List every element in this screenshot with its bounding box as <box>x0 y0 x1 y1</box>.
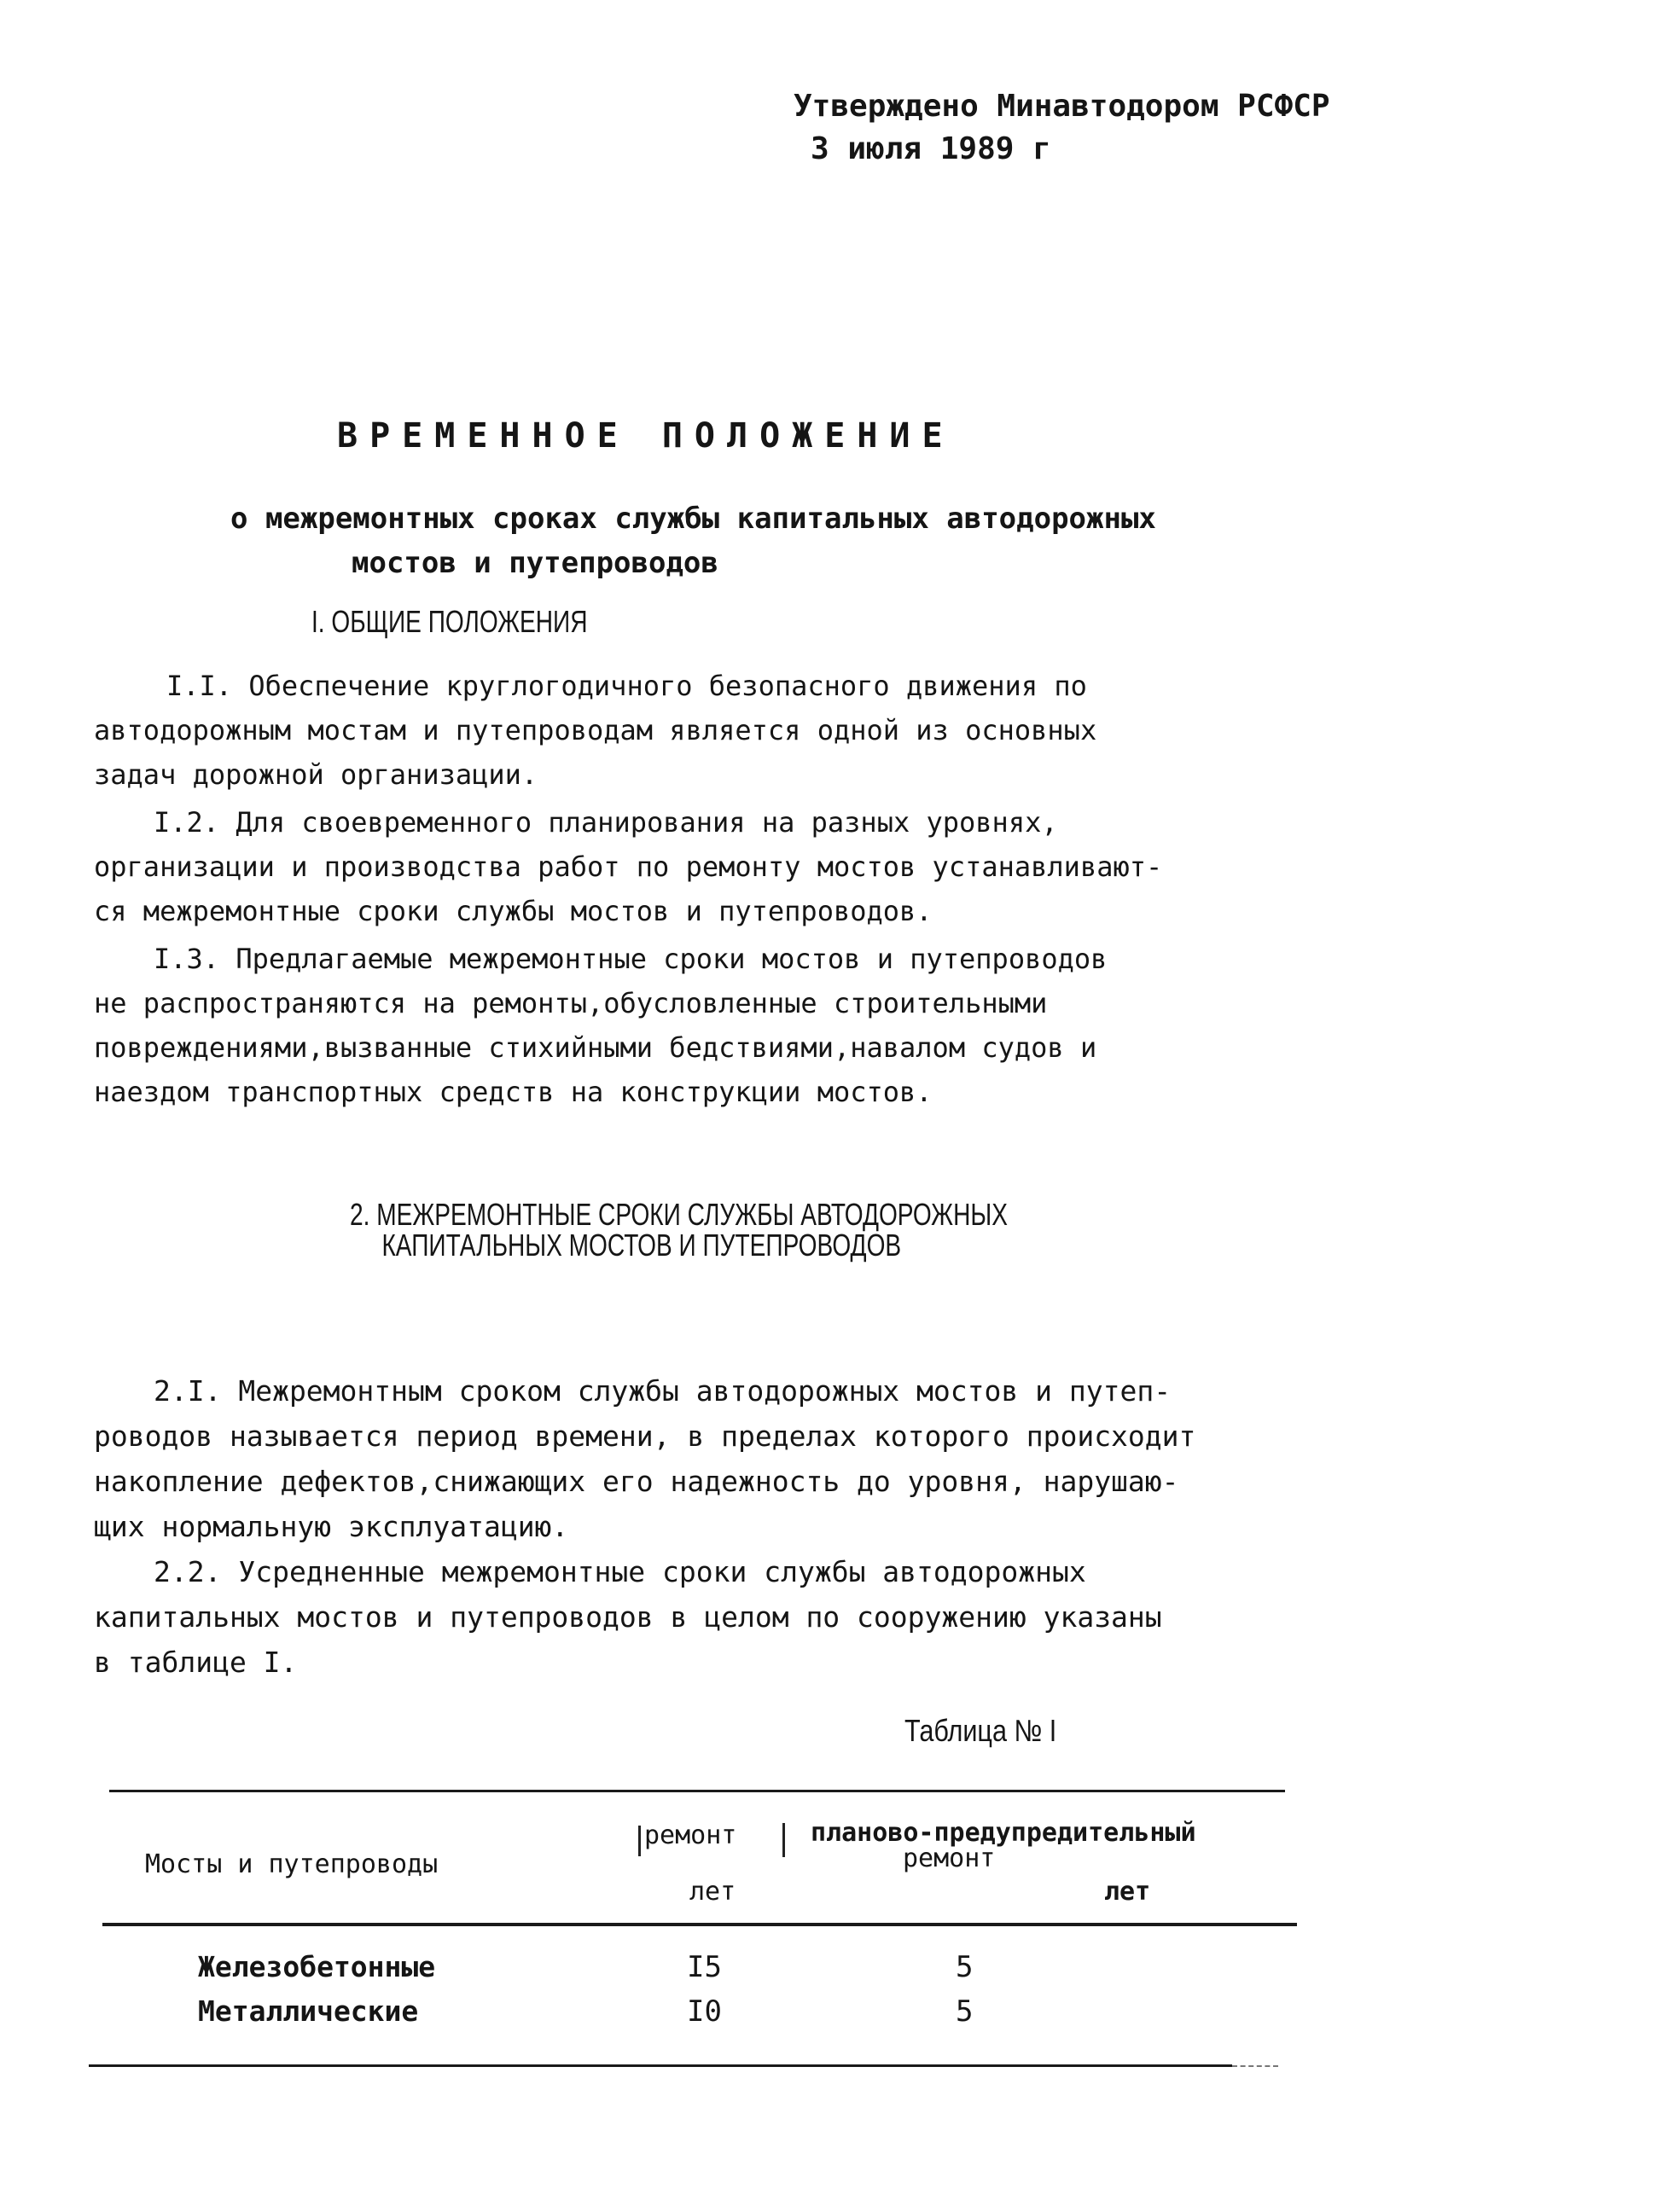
table-cell-repair: I5 <box>687 1950 722 1984</box>
table-header-repair-unit: лет <box>689 1877 736 1907</box>
paragraph-line: I.2. Для своевременного планирования на разных уровнях, <box>154 806 1058 839</box>
section-2-heading-line-2: КАПИТАЛЬНЫХ МОСТОВ И ПУТЕПРОВОДОВ <box>381 1228 902 1263</box>
paragraph-1-3 <box>94 937 1288 1114</box>
section-2-heading-line-1: 2. МЕЖРЕМОНТНЫЕ СРОКИ СЛУЖБЫ АВТОДОРОЖНЫХ <box>350 1197 1008 1232</box>
paragraph-line: I.I. Обеспечение круглогодичного безопасного движения по <box>166 670 1087 702</box>
paragraph-line: наездом транспортных средств на конструкции мостов. <box>94 1076 933 1108</box>
table-top-rule <box>109 1790 1285 1792</box>
subtitle-line-2: мостов и путепроводов <box>352 546 718 580</box>
table-cell-ppr: 5 <box>956 1994 974 2029</box>
paragraph-line: организации и производства работ по ремонту мостов устанавливают- <box>94 851 1163 883</box>
paragraph-line: капитальных мостов и путепроводов в целом по сооружению указаны <box>94 1600 1162 1634</box>
paragraph-line: не распространяются на ремонты,обусловленные строительными <box>94 987 1048 1019</box>
approval-note <box>794 85 1330 171</box>
paragraph-line: повреждениями,вызванные стихийными бедствиями,навалом судов и <box>94 1031 1097 1064</box>
table-header-repair: ремонт <box>644 1820 737 1850</box>
paragraph-line: 2.I. Межремонтным сроком службы автодорожных мостов и путеп- <box>154 1374 1172 1408</box>
paragraph-2-2 <box>94 1549 1288 1685</box>
table-header-planned-unit: лет <box>1104 1877 1151 1907</box>
table-cell-repair: I0 <box>687 1994 722 2029</box>
table-header-planned-line-1: планово-предупредительный <box>811 1818 1196 1848</box>
paragraph-1-2 <box>94 800 1288 933</box>
subtitle-line-1: о межремонтных сроках службы капитальных автодорожных <box>230 502 1156 536</box>
table-row-name: Железобетонные <box>198 1950 436 1983</box>
table-cell-ppr: 5 <box>956 1950 974 1984</box>
table-header-planned-line-2: ремонт <box>903 1843 996 1873</box>
document-title: ВРЕМЕННОЕ ПОЛОЖЕНИЕ <box>337 416 955 456</box>
table-header-objects: Мосты и путепроводы <box>145 1849 439 1879</box>
approval-date: 3 июля 1989 г <box>811 131 1051 166</box>
paragraph-line: щих нормальную эксплуатацию. <box>94 1510 569 1543</box>
table-row-name: Металлические <box>198 1994 419 2028</box>
paragraph-line: в таблице I. <box>94 1646 298 1679</box>
table-header-rule <box>102 1923 1297 1926</box>
paragraph-line: ся межремонтные сроки службы мостов и путепроводов. <box>94 895 933 927</box>
paragraph-line: I.3. Предлагаемые межремонтные сроки мостов и путепроводов <box>154 943 1108 975</box>
table-header-divider <box>782 1823 785 1857</box>
paragraph-line: задач дорожной организации. <box>94 758 538 791</box>
paragraph-2-1 <box>94 1368 1288 1549</box>
table-header-planned-repair <box>811 1820 1196 1872</box>
document-subtitle <box>230 496 1156 585</box>
table-bottom-rule <box>89 2064 1232 2067</box>
table-bottom-rule-tail <box>1232 2065 1278 2067</box>
paragraph-line: автодорожным мостам и путепроводам является одной из основных <box>94 714 1097 746</box>
paragraph-line: роводов называется период времени, в пределах которого происходит <box>94 1420 1196 1453</box>
table-caption: Таблица № I <box>904 1713 1057 1748</box>
paragraph-1-1 <box>94 664 1288 797</box>
paragraph-line: накопление дефектов,снижающих его надежность до уровня, нарушаю- <box>94 1465 1179 1498</box>
section-2-heading <box>350 1199 1008 1261</box>
approval-line-1: Утверждено Минавтодором РСФСР <box>794 89 1330 124</box>
paragraph-line: 2.2. Усредненные межремонтные сроки службы автодорожных <box>154 1555 1086 1588</box>
section-1-heading: I. ОБЩИЕ ПОЛОЖЕНИЯ <box>311 604 588 639</box>
table-header-divider <box>638 1826 641 1856</box>
